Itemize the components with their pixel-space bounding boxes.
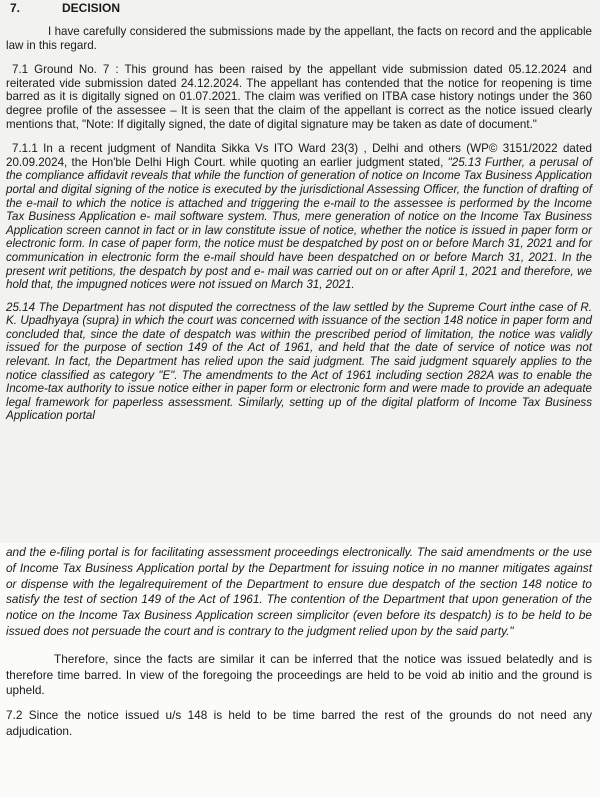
paragraph-7-1-1-lead: 7.1.1 In a recent judgment of Nandita Sikka Vs ITO Ward 23(3) , Delhi and others (WP© 3151/2022 dated 20.09.2024, the Hon'ble Delhi High Court. while quoting an earlier judgment stated, — [6, 142, 592, 169]
judgment-quote-25-14-continued: and the e-filing portal is for facilitating assessment proceedings electronically. The said amendments or the use of Income Tax Business Application portal by the Department for issuing notice in no manner mitigates against or dispense with the legalrequirement of the Department to ensure due despatch of the section 148 notice to satisfy the test of section 149 of the Act of 1961. The contention of the Department that upon generation of the notice on the Income Tax Business Application screen simplicitor (even before its despatch) is to be held to be issued does not persuade the court and is contrary to the judgment relied upon by the said party." — [6, 545, 592, 638]
conclusion-paragraph: Therefore, since the facts are similar it can be inferred that the notice was issued belatedly and is therefore time barred. In view of the foregoing the proceedings are held to be void ab initio and the ground is upheld. — [6, 651, 592, 698]
scanned-page-bottom — [0, 543, 600, 797]
intro-paragraph: I have carefully considered the submissions made by the appellant, the facts on record and the applicable law in this regard. — [6, 25, 592, 52]
section-title: DECISION — [62, 1, 121, 15]
paragraph-7-1: 7.1 Ground No. 7 : This ground has been raised by the appellant vide submission dated 05.12.2024 and reiterated vide submission dated 24.12.2024. The appellant has contended that the notice for reopening is time barred as it is digitally signed on 01.07.2021. The claim was verified on ITBA case history notings under the 360 degree profile of the assessee – It is seen that the claim of the appellant is correct as the notice issued clearly mentions that, "Note: If digitally signed, the date of digital signature may be taken as date of document." — [6, 63, 592, 131]
section-heading — [6, 1, 592, 15]
judgment-quote-25-13: "25.13 Further, a perusal of the compliance affidavit reveals that while the function of generation of notice on Income Tax Business Application portal and digital signing of the notice is executed by the jurisdictional Assessing Officer, the function of drafting of the e-mail to which the notice is attached and triggering the e-mail to the assessee is performed by the Income Tax Business Application e- mail software system. Thus, mere generation of notice on the Income Tax Business Application screen cannot in fact or in law constitute issue of notice, whether the notice is issued in paper form or electronic form. In case of paper form, the notice must be despatched by post on or before March 31, 2021 and for communication in electronic form the e-mail should have been despatched on or before March 31, 2021. In the present writ petitions, the despatch by post and e- mail was carried out on or after April 1, 2021 and therefore, we hold that, the impugned notices were not issued on March 31, 2021. — [6, 155, 592, 292]
section-number: 7. — [10, 1, 21, 15]
paragraph-7-2: 7.2 Since the notice issued u/s 148 is held to be time barred the rest of the grounds do not need any adjudication. — [6, 708, 592, 738]
paragraph-7-1-1 — [6, 142, 592, 292]
judgment-quote-25-14: 25.14 The Department has not disputed the correctness of the law settled by the Supreme Court inthe case of R. K. Upadhyaya (supra) in which the court was concerned with issuance of the section 148 notice in paper form and concluded that, since the date of despatch was within the prescribed period of limitation, the notice was validly issued for the purpose of section 149 of the Act of 1961, and held that the date of service of notice was not relevant. In fact, the Department has relied upon the said judgment. The said judgment squarely applies to the notice classified as category "E". The amendments to the Act of 1961 including section 282A was to enable the Income-tax authority to issue notice either in paper form or electronic form and were made to provide an adequate legal framework for paperless assessment. Similarly, setting up of the digital platform of Income Tax Business Application portal — [6, 300, 592, 423]
